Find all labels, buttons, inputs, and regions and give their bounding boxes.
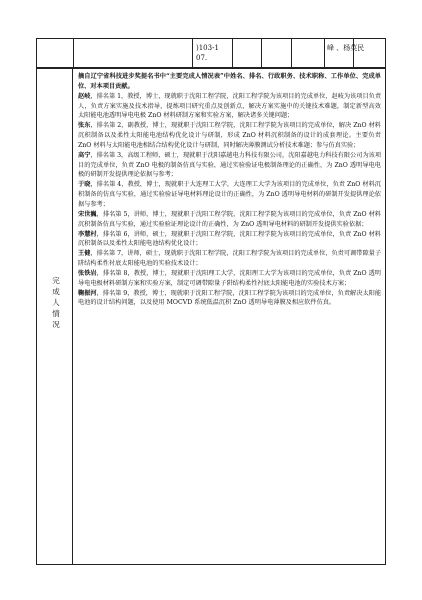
table-divider (232, 39, 233, 67)
person-entry (78, 269, 381, 289)
person-name: 李慧村 (78, 230, 97, 238)
person-name: 鞠振河 (78, 289, 97, 297)
person-description: ，排名第 4，教授，博士，现就职于大连理工大学，大连理工大学为该项目的完成单位，负责 ZnO 材料沉积制备的仿真与实验，通过实验验证导电材料理论设计的正确性，为 ZnO 透明导电材料的研制开发提供理论依据与参考； (78, 181, 381, 208)
table-divider (73, 39, 74, 67)
person-entry (78, 230, 381, 250)
authors-cell: 峰 、杨英民 (327, 44, 365, 52)
personnel-table (36, 68, 386, 565)
person-entry (78, 180, 381, 210)
table-divider (324, 39, 325, 67)
side-label: 完成人情况 (52, 276, 60, 329)
intro-text: 摘自辽宁省科技进步奖提名书中“主要完成人情况表”中姓名、排名、行政职务、技术职称、工作单位、完成单位、对本项目贡献。 (78, 73, 381, 90)
person-name: 于晓 (78, 181, 91, 189)
person-name: 赵岐 (78, 92, 91, 100)
table-divider (261, 39, 262, 67)
person-entry (78, 92, 381, 122)
person-description: ，排名第 5，讲师，博士，现就职于沈阳工程学院，沈阳工程学院为该项目的完成单位，负责 ZnO 材料沉积制备仿真与实验，通过实验验证理论设计的正确性，为 ZnO 透明导电材料的研制开发提供实验依据； (78, 210, 381, 228)
person-description: ，排名第 3，高级工程师，硕士，现就职于沈阳嘉越电力科技有限公司，沈阳嘉越电力科技有限公司为该项目的完成单位，负责 ZnO 电极的制备仿真与实验，通过实验验证电极制备理论的正确性，为 ZnO 透明导电电极的研制开发提供理论依据与参考； (78, 151, 382, 179)
person-description: ，排名第 8，教授，博士，现就职于沈阳理工大学，沈阳理工大学为该项目的完成单位，负责 ZnO 透明导电电极材料研制方案和实验方案，制定可调带隙量子阱结构柔性衬底太阳能电池的实验技术方案； (78, 269, 381, 287)
person-description: ，排名第 1，教授，博士，现就职于沈阳工程学院，沈阳工程学院为该项目的完成单位，赵岐为该项目负责人，负责方案实施及技术指导，提炼项目研究重点及创新点，解决方案实施中的关键技术难题，制定新型高效太阳能电池透明导电电极 ZnO 材料研制方案和实验方案，解决诸多关键问题； (78, 92, 382, 120)
person-entry (78, 151, 381, 181)
table-divider (291, 39, 292, 67)
table-divider (192, 39, 193, 67)
person-description: ，排名第 7，讲师，硕士，现就职于沈阳工程学院，沈阳工程学院为该项目的完成单位，负责可调带隙量子阱结构柔性衬底太阳能电池的实验技术设计； (78, 250, 382, 268)
person-description: ，排名第 2，副教授，博士，现就职于沈阳工程学院，沈阳工程学院为该项目的完成单位，解决 ZnO 材料沉积制备以及柔性太阳能电池结构优化设计与研制，形成 ZnO 材料沉积制备的设计的成套理论。主要负责 ZnO 材料与太阳能电池相结合结构优化设计与研制，同时解决薄膜测试分析技术难题；参与仿真实验； (78, 122, 381, 149)
person-name: 宋世巍 (78, 210, 97, 218)
person-name: 张东 (78, 122, 91, 130)
person-entry (78, 210, 381, 230)
side-label-cell (37, 69, 73, 564)
person-name: 高宁 (78, 151, 91, 159)
person-description: ，排名第 9，教授，博士，现就职于沈阳工程学院，沈阳工程学院为该项目的完成单位，负责解决太阳能电池的设计结构问题，以及使用 MOCVD 系统低温沉积 ZnO 透明导电薄膜及相应软件仿真。 (78, 289, 382, 307)
person-entry (78, 121, 381, 151)
code-cell: )103-1 07. (196, 44, 219, 62)
person-entry (78, 289, 381, 309)
person-description: ，排名第 6，讲师，硕士，现就职于沈阳工程学院，沈阳工程学院为该项目的完成单位，负责 ZnO 材料沉积制备以及柔性太阳能电池结构优化设计； (78, 230, 381, 248)
person-entry (78, 249, 381, 269)
person-name: 王健 (78, 250, 91, 258)
personnel-content (78, 72, 381, 308)
previous-table-row (36, 38, 386, 68)
person-name: 张铁岩 (78, 269, 97, 277)
